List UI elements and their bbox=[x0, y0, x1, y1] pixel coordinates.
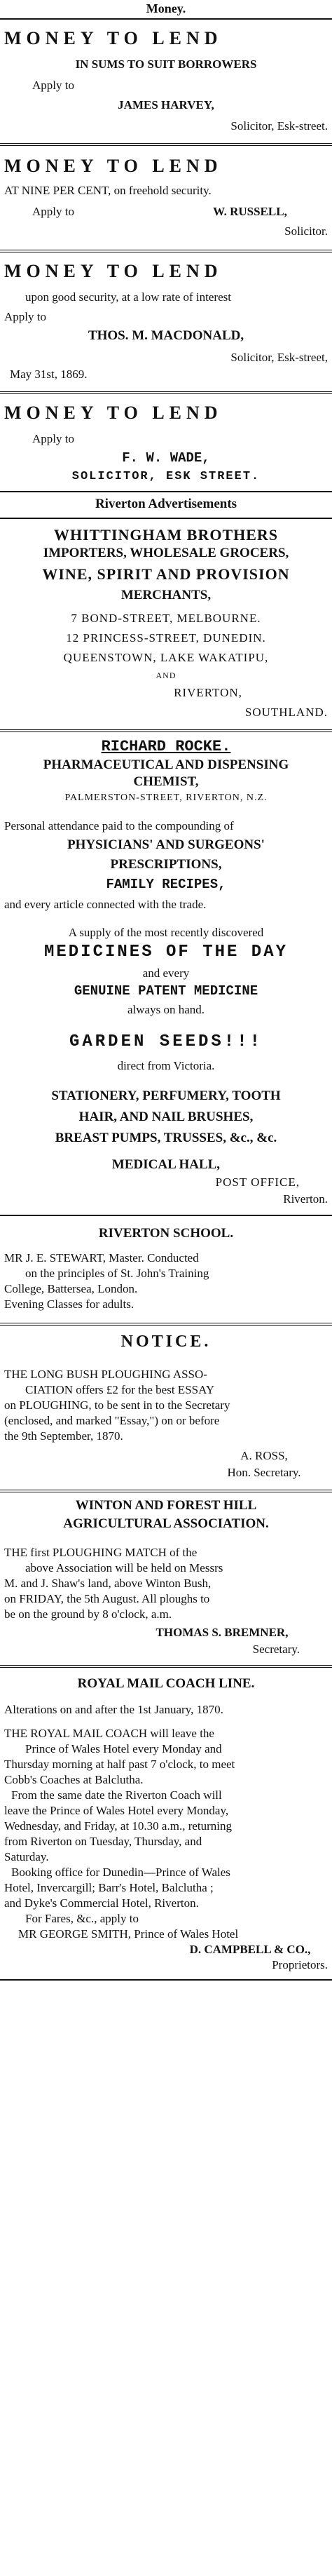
rocke-p1: Personal attendance paid to the compounding of bbox=[4, 819, 234, 832]
winton-t2: AGRICULTURAL ASSOCIATION. bbox=[63, 1516, 269, 1531]
rocke-p2: PHYSICIANS' AND SURGEONS' bbox=[67, 837, 265, 852]
school-l3: College, Battersea, London. bbox=[4, 1282, 138, 1295]
macdonald-apply: Apply to bbox=[4, 310, 46, 323]
section-title: Money. bbox=[146, 1, 186, 15]
wade-apply: Apply to bbox=[32, 432, 74, 445]
rocke-p6: A supply of the most recently discovered bbox=[68, 926, 264, 939]
coach-l7: Wednesday, and Friday, at 10.30 a.m., returning bbox=[4, 1819, 233, 1833]
whittingham-l3: WINE, SPIRIT AND PROVISION bbox=[42, 565, 290, 583]
divider bbox=[0, 143, 332, 146]
rocke-p13: STATIONERY, PERFUMERY, TOOTH bbox=[51, 1088, 281, 1103]
coach-l1: THE ROYAL MAIL COACH will leave the bbox=[4, 1727, 214, 1740]
whittingham-l1: WHITTINGHAM BROTHERS bbox=[53, 526, 279, 544]
rocke-p5: and every article connected with the trade. bbox=[4, 898, 207, 911]
wade-name: F. W. WADE, bbox=[122, 450, 210, 466]
rocke-l1: PHARMACEUTICAL AND DISPENSING bbox=[43, 757, 289, 772]
wade-role: SOLICITOR, ESK STREET. bbox=[71, 470, 261, 483]
whittingham-addr5: SOUTHLAND. bbox=[244, 706, 328, 719]
coach-l3: Thursday morning at half past 7 o'clock, to meet bbox=[4, 1758, 235, 1771]
winton-l2: above Association will be held on Messrs bbox=[25, 1561, 223, 1574]
russell-line1: AT NINE PER CENT, on freehold security. bbox=[4, 184, 212, 197]
rocke-p15: BREAST PUMPS, TRUSSES, &c., &c. bbox=[55, 1131, 277, 1145]
school-title: RIVERTON SCHOOL. bbox=[98, 1226, 234, 1241]
winton-l5: be on the ground by 8 o'clock, a.m. bbox=[4, 1607, 172, 1621]
divider bbox=[0, 391, 332, 394]
divider bbox=[0, 18, 332, 20]
whittingham-l4: MERCHANTS, bbox=[120, 588, 212, 602]
coach-l14: MR GEORGE SMITH, Prince of Wales Hotel bbox=[18, 1927, 239, 1941]
rocke-p3: PRESCRIPTIONS, bbox=[110, 857, 222, 872]
divider bbox=[0, 491, 332, 492]
coach-l15: D. CAMPBELL & CO., bbox=[189, 1943, 311, 1956]
notice-l5: the 9th September, 1870. bbox=[4, 1429, 123, 1443]
rocke-p14: HAIR, AND NAIL BRUSHES, bbox=[78, 1110, 254, 1124]
divider bbox=[0, 518, 332, 519]
divider bbox=[0, 1215, 332, 1216]
divider bbox=[0, 1979, 332, 1981]
coach-l13: For Fares, &c., apply to bbox=[25, 1912, 139, 1925]
coach-l12: and Dyke's Commercial Hotel, Riverton. bbox=[4, 1896, 199, 1910]
divider bbox=[0, 1665, 332, 1668]
winton-t1: WINTON AND FOREST HILL bbox=[75, 1498, 257, 1513]
winton-l4: on FRIDAY, the 5th August. All ploughs to bbox=[4, 1592, 210, 1605]
coach-l4: Cobb's Coaches at Balclutha. bbox=[4, 1773, 144, 1786]
coach-l11: Hotel, Invercargill; Barr's Hotel, Balclutha ; bbox=[4, 1881, 214, 1894]
rocke-p17: POST OFFICE, bbox=[215, 1175, 300, 1189]
macdonald-line1: upon good security, at a low rate of interest bbox=[25, 290, 231, 304]
harvey-role: Solicitor, Esk-street. bbox=[230, 119, 328, 133]
macdonald-date: May 31st, 1869. bbox=[10, 367, 88, 381]
russell-apply: Apply to bbox=[32, 205, 74, 218]
rocke-p8: and every bbox=[142, 966, 190, 980]
coach-l8: from Riverton on Tuesday, Thursday, and bbox=[4, 1835, 202, 1848]
rocke-p7: MEDICINES OF THE DAY bbox=[43, 943, 289, 962]
school-l4: Evening Classes for adults. bbox=[4, 1297, 134, 1311]
whittingham-addr3: QUEENSTOWN, LAKE WAKATIPU, bbox=[63, 651, 269, 664]
whittingham-l2: IMPORTERS, WHOLESALE GROCERS, bbox=[43, 546, 289, 560]
russell-role: Solicitor. bbox=[284, 224, 328, 238]
divider bbox=[0, 729, 332, 732]
whittingham-addr4: RIVERTON, bbox=[174, 686, 242, 699]
russell-name: W. RUSSELL, bbox=[213, 205, 287, 218]
notice-title: NOTICE. bbox=[120, 1333, 212, 1351]
coach-l9: Saturday. bbox=[4, 1850, 49, 1863]
rocke-p16: MEDICAL HALL, bbox=[111, 1157, 221, 1172]
rocke-p18: Riverton. bbox=[283, 1192, 328, 1206]
school-l1: MR J. E. STEWART, Master. Conducted bbox=[4, 1251, 199, 1265]
winton-l1: THE first PLOUGHING MATCH of the bbox=[4, 1546, 198, 1559]
school-l2: on the principles of St. John's Training bbox=[25, 1267, 209, 1280]
rocke-p10: always on hand. bbox=[127, 1003, 205, 1016]
notice-l1: THE LONG BUSH PLOUGHING ASSO- bbox=[4, 1368, 207, 1381]
winton-sig1: THOMAS S. BREMNER, bbox=[155, 1626, 289, 1639]
divider bbox=[0, 1323, 332, 1326]
russell-headline: MONEY TO LEND bbox=[4, 156, 223, 176]
harvey-headline: MONEY TO LEND bbox=[4, 28, 223, 48]
whittingham-addr1: 7 BOND-STREET, MELBOURNE. bbox=[71, 612, 261, 625]
wade-headline: MONEY TO LEND bbox=[4, 403, 223, 423]
riverton-heading: Riverton Advertisements bbox=[95, 497, 237, 511]
rocke-l2: CHEMIST, bbox=[133, 774, 199, 789]
macdonald-name: THOS. M. MACDONALD, bbox=[88, 328, 244, 343]
harvey-apply: Apply to bbox=[32, 79, 74, 92]
rocke-p12: direct from Victoria. bbox=[117, 1059, 215, 1072]
winton-sig2: Secretary. bbox=[252, 1643, 300, 1656]
notice-l3: on PLOUGHING, to be sent in to the Secretary bbox=[4, 1398, 230, 1412]
whittingham-addr2: 12 PRINCESS-STREET, DUNEDIN. bbox=[66, 631, 266, 645]
harvey-line1: IN SUMS TO SUIT BORROWERS bbox=[75, 58, 257, 71]
rocke-p9: GENUINE PATENT MEDICINE bbox=[74, 983, 258, 999]
notice-sig1: A. ROSS, bbox=[240, 1449, 288, 1462]
coach-l10: Booking office for Dunedin—Prince of Wales bbox=[11, 1866, 230, 1879]
divider bbox=[0, 1490, 332, 1492]
macdonald-headline: MONEY TO LEND bbox=[4, 261, 223, 281]
rocke-name: RICHARD ROCKE. bbox=[101, 738, 231, 755]
macdonald-role: Solicitor, Esk-street, bbox=[230, 351, 328, 364]
divider bbox=[0, 250, 332, 252]
rocke-l3: PALMERSTON-STREET, RIVERTON, N.Z. bbox=[64, 793, 268, 803]
coach-title: ROYAL MAIL COACH LINE. bbox=[77, 1676, 255, 1691]
notice-sig2: Hon. Secretary. bbox=[227, 1466, 301, 1479]
coach-l2: Prince of Wales Hotel every Monday and bbox=[25, 1742, 222, 1755]
winton-l3: M. and J. Shaw's land, above Winton Bush, bbox=[4, 1577, 212, 1590]
coach-l5: From the same date the Riverton Coach will bbox=[11, 1788, 222, 1802]
rocke-p11: GARDEN SEEDS!!! bbox=[69, 1032, 263, 1051]
harvey-name: JAMES HARVEY, bbox=[118, 98, 214, 112]
rocke-p4: FAMILY RECIPES, bbox=[106, 877, 226, 892]
notice-l4: (enclosed, and marked "Essay,") on or before bbox=[4, 1414, 220, 1427]
coach-l0: Alterations on and after the 1st January, 1870. bbox=[4, 1703, 223, 1716]
whittingham-and: AND bbox=[155, 670, 177, 680]
notice-l2: CIATION offers £2 for the best ESSAY bbox=[25, 1383, 215, 1396]
coach-l6: leave the Prince of Wales Hotel every Monday, bbox=[4, 1804, 229, 1817]
coach-l16: Proprietors. bbox=[272, 1958, 328, 1971]
